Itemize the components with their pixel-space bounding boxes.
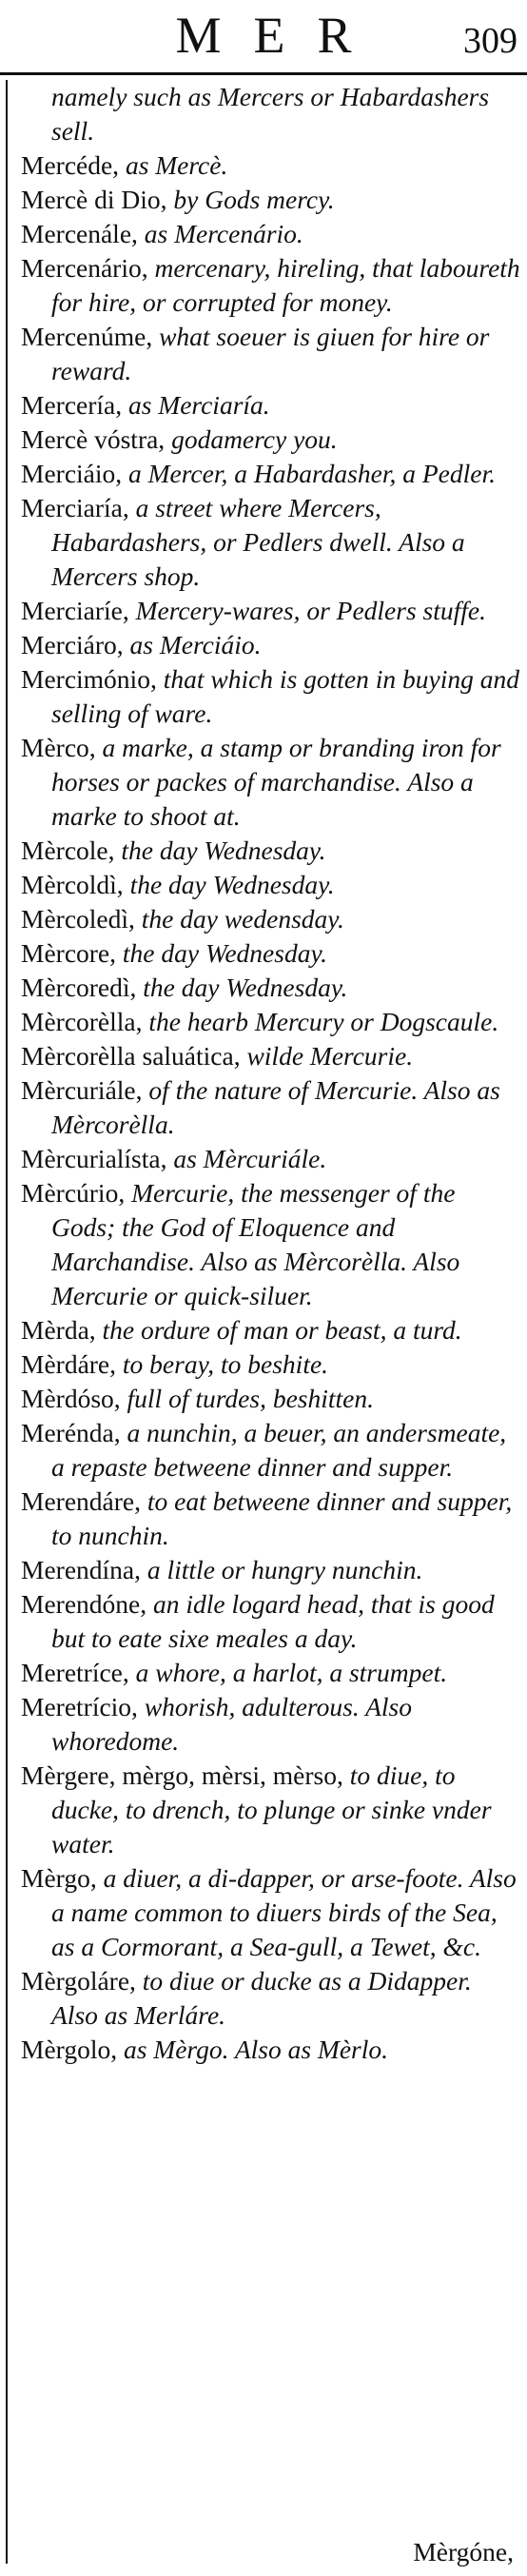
dictionary-entry — [0, 902, 527, 936]
entry-definition: whorish, adulterous. Also whoredome. — [51, 1692, 412, 1756]
entry-definition: Mercurie, the messenger of the Gods; the God of Eloquence and Marchandise. Also as Mèrcorèlla. Also Mercurie or quick-siluer. — [51, 1178, 460, 1310]
dictionary-entry — [0, 1039, 527, 1073]
entry-definition: that which is gotten in buying and selling of ware. — [51, 664, 519, 728]
dictionary-entry — [0, 183, 527, 217]
dictionary-entry — [0, 1347, 527, 1382]
entry-headword: Mèrgolo, — [21, 2035, 118, 2064]
entry-headword: Mèrcoledì, — [21, 904, 135, 934]
entry-headword: Merciaríe, — [21, 596, 129, 625]
dictionary-entry — [0, 1142, 527, 1176]
entry-definition: the day Wednesday. — [116, 938, 328, 968]
entry-definition: a diuer, a di-dapper, or arse-foote. Also a name common to diuers birds of the Sea, as a Cormorant, a Sea-gull, a Tewet, &c. — [51, 1863, 517, 1961]
dictionary-entry — [0, 971, 527, 1005]
entry-headword: Mèrcore, — [21, 938, 117, 968]
dictionary-entry — [0, 1005, 527, 1039]
entry-headword: Merciaría, — [21, 493, 129, 522]
entry-definition: the day Wednesday. — [123, 870, 335, 899]
dictionary-entry — [0, 1485, 527, 1553]
dictionary-entry — [0, 251, 527, 320]
entry-definition: a whore, a harlot, a strumpet. — [128, 1658, 448, 1687]
entry-definition: a Mercer, a Habardasher, a Pedler. — [122, 459, 496, 488]
entry-definition: as Mercenário. — [137, 219, 303, 248]
entry-headword: Mercéde, — [21, 150, 120, 180]
dictionary-entry — [0, 868, 527, 902]
dictionary-entry — [0, 457, 527, 491]
entry-definition: as Mèrcuriále. — [166, 1144, 327, 1173]
entry-headword: Merénda, — [21, 1418, 121, 1447]
entry-headword: Meretrício, — [21, 1692, 138, 1721]
entry-headword: Merendóne, — [21, 1589, 147, 1619]
entry-definition: the day Wednesday. — [114, 836, 326, 865]
dictionary-entry — [0, 662, 527, 731]
dictionary-entry — [0, 1553, 527, 1587]
dictionary-entry — [0, 320, 527, 388]
entry-definition: a nunchin, a beuer, an andersmeate, a repaste betweene dinner and supper. — [51, 1418, 507, 1482]
entry-headword: Mercenále, — [21, 219, 138, 248]
entry-headword: Mercè di Dio, — [21, 185, 167, 214]
dictionary-entry — [0, 628, 527, 662]
header-rule — [0, 72, 527, 75]
entry-headword: Mèrco, — [21, 733, 96, 762]
dictionary-entry — [0, 1656, 527, 1690]
page-header — [0, 0, 527, 72]
dictionary-entry — [0, 80, 527, 148]
entry-definition: godamercy you. — [165, 424, 338, 454]
dictionary-entry — [0, 1759, 527, 1861]
running-head: MER — [175, 7, 384, 64]
dictionary-entry — [0, 388, 527, 423]
entry-definition: wilde Mercurie. — [240, 1041, 414, 1071]
dictionary-entry — [0, 1964, 527, 2033]
entry-headword: Mèrdóso, — [21, 1384, 121, 1413]
entry-definition: the day Wednesday. — [136, 973, 348, 1002]
entry-headword: Mèrcorèlla saluática, — [21, 1041, 241, 1071]
entry-headword: Mercimónio, — [21, 664, 157, 694]
entry-headword: Mercería, — [21, 390, 123, 420]
entry-definition: as Merciáio. — [123, 630, 262, 659]
dictionary-entry — [0, 1382, 527, 1416]
dictionary-entry — [0, 936, 527, 971]
entry-definition: to diue, to ducke, to drench, to plunge or sinke vnder water. — [51, 1760, 492, 1858]
entry-definition: a little or hungry nunchin. — [141, 1555, 423, 1584]
dictionary-entry — [0, 1073, 527, 1142]
catchword: Mèrgóne, — [413, 2537, 514, 2566]
entry-headword: Mèrcúrio, — [21, 1178, 126, 1208]
entry-definition: as Mercè. — [119, 150, 228, 180]
entry-headword: Mercenário, — [21, 253, 148, 283]
entry-headword: Mèrcole, — [21, 836, 115, 865]
dictionary-entry — [0, 1313, 527, 1347]
entry-headword: Mèrcuriále, — [21, 1075, 143, 1105]
entry-definition: a marke, a stamp or branding iron for horses or packes of marchandise. Also a marke to shoot at. — [51, 733, 501, 831]
entry-headword: Mèrda, — [21, 1315, 96, 1345]
entry-headword: Mèrdáre, — [21, 1349, 117, 1379]
entry-definition: the ordure of man or beast, a turd. — [95, 1315, 462, 1345]
entry-headword: Merendína, — [21, 1555, 141, 1584]
entry-headword: Merciáio, — [21, 459, 123, 488]
entry-definition: as Merciaría. — [122, 390, 270, 420]
entry-headword: Mèrcorèlla, — [21, 1007, 143, 1036]
dictionary-entry — [0, 2033, 527, 2067]
entry-definition: as Mèrgo. Also as Mèrlo. — [117, 2035, 389, 2064]
dictionary-entry — [0, 491, 527, 594]
entry-definition: Mercery-wares, or Pedlers stuffe. — [128, 596, 486, 625]
page-number: 309 — [463, 21, 517, 61]
entry-definition: of the nature of Mercurie. Also as Mèrcorèlla. — [51, 1075, 500, 1139]
dictionary-entry — [0, 1416, 527, 1485]
dictionary-entry — [0, 1861, 527, 1964]
dictionary-entry — [0, 148, 527, 183]
dictionary-entry — [0, 423, 527, 457]
entry-definition: what soeuer is giuen for hire or reward. — [51, 322, 490, 385]
entry-definition: full of turdes, beshitten. — [120, 1384, 374, 1413]
dictionary-entry — [0, 594, 527, 628]
dictionary-entry — [0, 731, 527, 834]
entry-definition: mercenary, hireling, that laboureth for hire, or corrupted for money. — [51, 253, 520, 317]
entry-headword: Merciáro, — [21, 630, 124, 659]
entry-definition: namely such as Mercers or Habardashers sell. — [51, 82, 490, 146]
entry-definition: the day wedensday. — [134, 904, 344, 934]
entry-headword: Mèrcoredì, — [21, 973, 137, 1002]
dictionary-entry — [0, 217, 527, 251]
entry-definition: to diue or ducke as a Didapper. Also as Merláre. — [51, 1966, 472, 2030]
dictionary-entry — [0, 1176, 527, 1313]
dictionary-entry — [0, 1690, 527, 1759]
entry-headword: Mèrgere, mèrgo, mèrsi, mèrso, — [21, 1760, 343, 1790]
entry-definition: to eat betweene dinner and supper, to nunchin. — [51, 1486, 513, 1550]
entry-headword: Mercenúme, — [21, 322, 153, 351]
entry-headword: Mèrgoláre, — [21, 1966, 136, 1996]
entry-headword: Mercè vóstra, — [21, 424, 166, 454]
dictionary-entry — [0, 834, 527, 868]
entry-headword: Mèrcoldì, — [21, 870, 124, 899]
entry-definition: by Gods mercy. — [166, 185, 335, 214]
entry-headword: Merendáre, — [21, 1486, 141, 1516]
entry-definition: to beray, to beshite. — [116, 1349, 329, 1379]
entry-definition: an idle logard head, that is good but to eate sixe meales a day. — [51, 1589, 495, 1653]
entry-definition: a street where Mercers, Habardashers, or Pedlers dwell. Also a Mercers shop. — [51, 493, 465, 591]
entry-definition: the hearb Mercury or Dogscaule. — [142, 1007, 499, 1036]
entry-headword: Mèrcurialísta, — [21, 1144, 167, 1173]
entry-headword: Mèrgo, — [21, 1863, 97, 1893]
dictionary-entry — [0, 1587, 527, 1656]
dictionary-column — [0, 80, 527, 2067]
entry-headword: Meretríce, — [21, 1658, 129, 1687]
